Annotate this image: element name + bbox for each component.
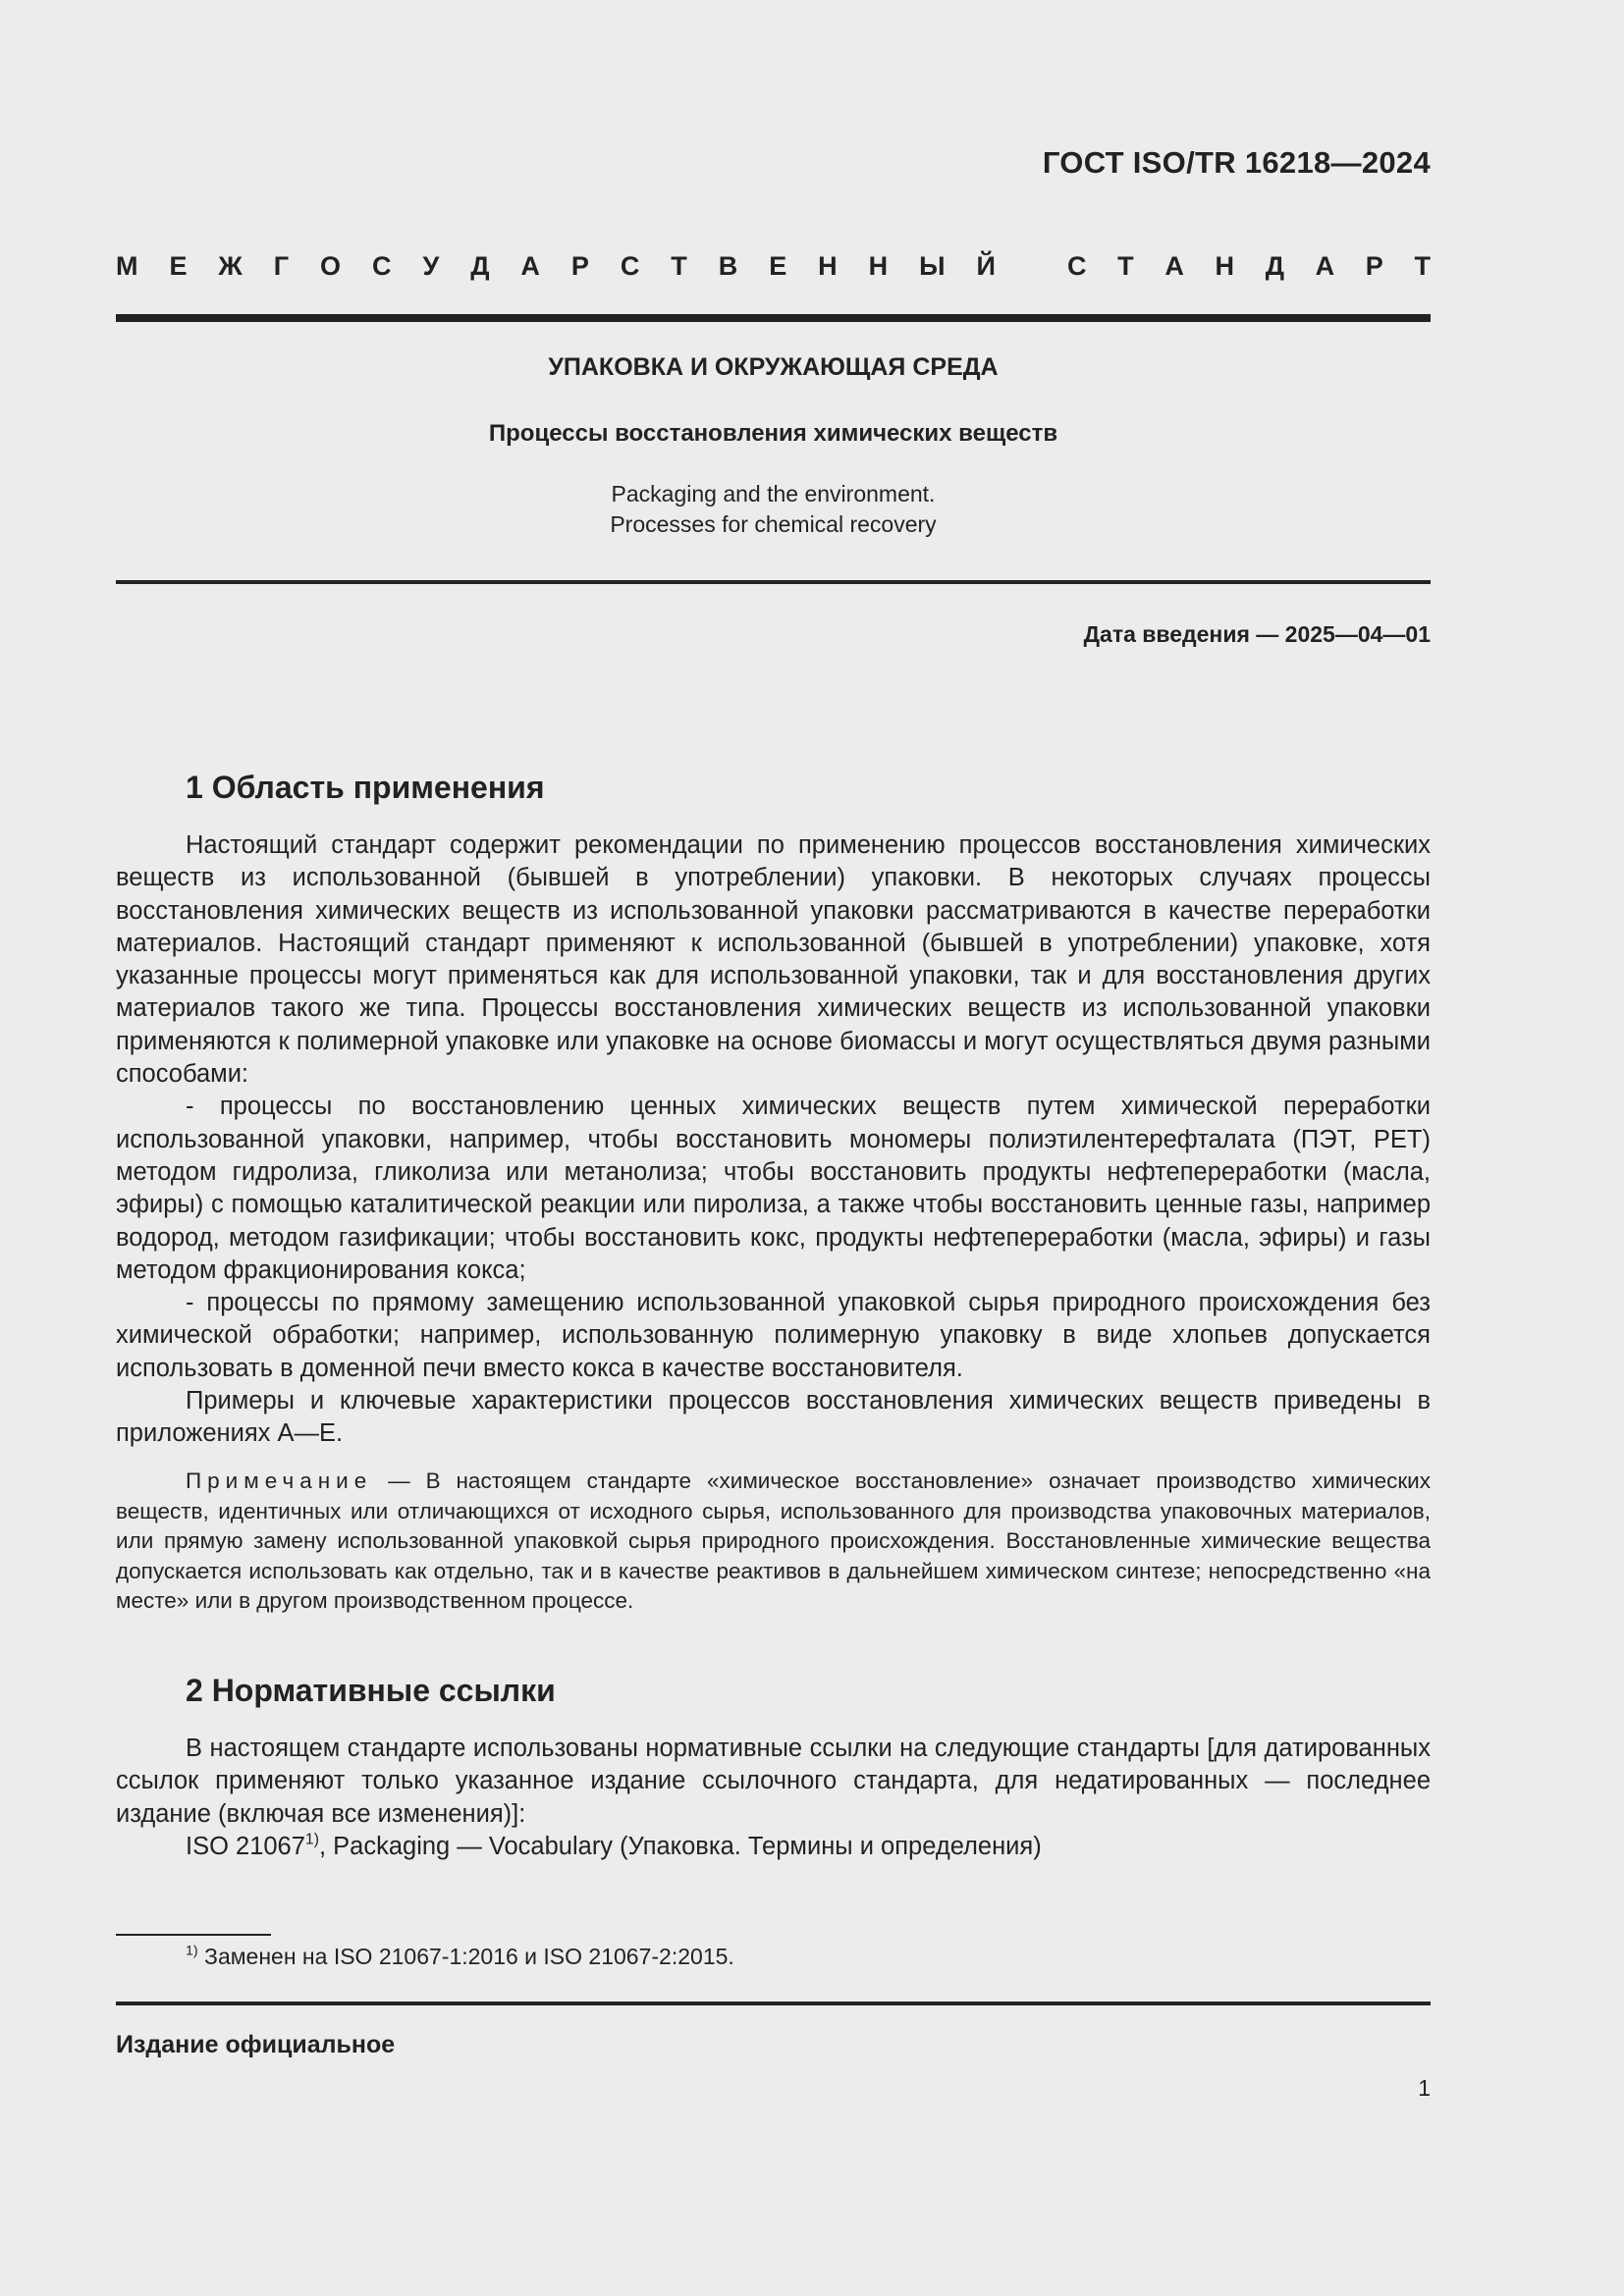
standard-type-word1: М Е Ж Г О С У Д А Р С Т В Е Н Н Ы Й xyxy=(116,251,996,281)
section1-paragraph-4: Примеры и ключевые характеристики процессов восстановления химических веществ приведены в приложениях А—Е. xyxy=(116,1387,1431,1448)
section2-heading: 2 Нормативные ссылки xyxy=(186,1673,556,1708)
reference-footnote-mark[interactable]: 1) xyxy=(304,1831,319,1848)
english-title-line2: Processes for chemical recovery xyxy=(610,511,937,537)
document-number: ГОСТ ISO/TR 16218—2024 xyxy=(1042,145,1431,180)
section1-heading: 1 Область применения xyxy=(186,770,545,805)
introduction-date: Дата введения — 2025—04—01 xyxy=(1083,621,1431,647)
main-title: УПАКОВКА И ОКРУЖАЮЩАЯ СРЕДА xyxy=(548,353,999,381)
title-divider xyxy=(116,580,1431,584)
note-dash: — xyxy=(372,1468,426,1493)
reference-text: , Packaging — Vocabulary (Упаковка. Термины и определения) xyxy=(318,1832,1042,1860)
standard-type-word2: С Т А Н Д А Р Т xyxy=(1067,251,1431,281)
reference-code: ISO 21067 xyxy=(186,1832,305,1860)
sub-title: Процессы восстановления химических веществ xyxy=(488,420,1058,447)
footnote-divider xyxy=(116,1934,271,1936)
footer-divider xyxy=(116,2002,1431,2005)
section1-note xyxy=(116,1467,1431,1617)
page-number: 1 xyxy=(1418,2075,1431,2101)
section2-paragraph-1: В настоящем стандарте использованы нормативные ссылки на следующие стандарты [для датированных ссылок применяют только указанное издание ссылочного стандарта, для недатированных — последнее издание (включая все изменения)]: xyxy=(116,1735,1431,1828)
normative-reference xyxy=(116,1831,1431,1863)
note-label: Примечание xyxy=(186,1468,373,1493)
footnote-mark: 1) xyxy=(186,1943,198,1959)
section1-paragraph-2: - процессы по восстановлению ценных химических веществ путем химической переработки использованной упаковки, например, чтобы восстановить мономеры полиэтилентерефталата (ПЭТ, PET) методом гидролиза, гликолиза или метанолиза; чтобы восстановить продукты нефтепереработки (масла, эфиры) с помощью каталитической реакции или пиролиза, а также чтобы восстановить ценные газы, например водород, методом газификации; чтобы восстановить кокс, продукты нефтепереработки (масла, эфиры) и газы методом фракционирования кокса; xyxy=(116,1093,1431,1284)
section2-body xyxy=(116,1733,1431,1863)
note-text: В настоящем стандарте «химическое восстановление» означает производство химических веществ, идентичных или отличающихся от исходного сырья, использованного для производства упаковочных материалов, или прямую замену использованной упаковкой сырья природного происхождения. Восстановленные химические вещества допускается использовать как отдельно, так и в качестве реактивов в дальнейшем химическом синтезе; непосредственно «на месте» или в другом производственном процессе. xyxy=(116,1468,1431,1614)
footnote-text: Заменен на ISO 21067-1:2016 и ISO 21067-2:2015. xyxy=(197,1944,734,1969)
section1-paragraph-1: Настоящий стандарт содержит рекомендации по применению процессов восстановления химических веществ из использованной (бывшей в употреблении) упаковки. В некоторых случаях процессы восстановления химических веществ из использованной упаковки рассматриваются в качестве переработки материалов. Настоящий стандарт применяют к использованной (бывшей в употреблении) упаковке, хотя указанные процессы могут применяться как для использованной упаковки, так и для восстановления других материалов такого же типа. Процессы восстановления химических веществ из использованной упаковки применяются к полимерной упаковке или упаковке на основе биомассы и могут осуществляться двумя разными способами: xyxy=(116,831,1431,1089)
section1-body xyxy=(116,829,1431,1451)
standard-type-title xyxy=(116,251,1431,282)
top-divider xyxy=(116,314,1431,322)
english-title-line1: Packaging and the environment. xyxy=(611,481,936,507)
english-title xyxy=(116,479,1431,540)
section1-paragraph-3: - процессы по прямому замещению использованной упаковкой сырья природного происхождения без химической обработки; например, использованную полимерную упаковку в виде хлопьев допускается использовать в доменной печи вместо кокса в качестве восстановителя. xyxy=(116,1289,1431,1382)
edition-label: Издание официальное xyxy=(116,2031,396,2058)
footnote xyxy=(186,1944,734,1970)
